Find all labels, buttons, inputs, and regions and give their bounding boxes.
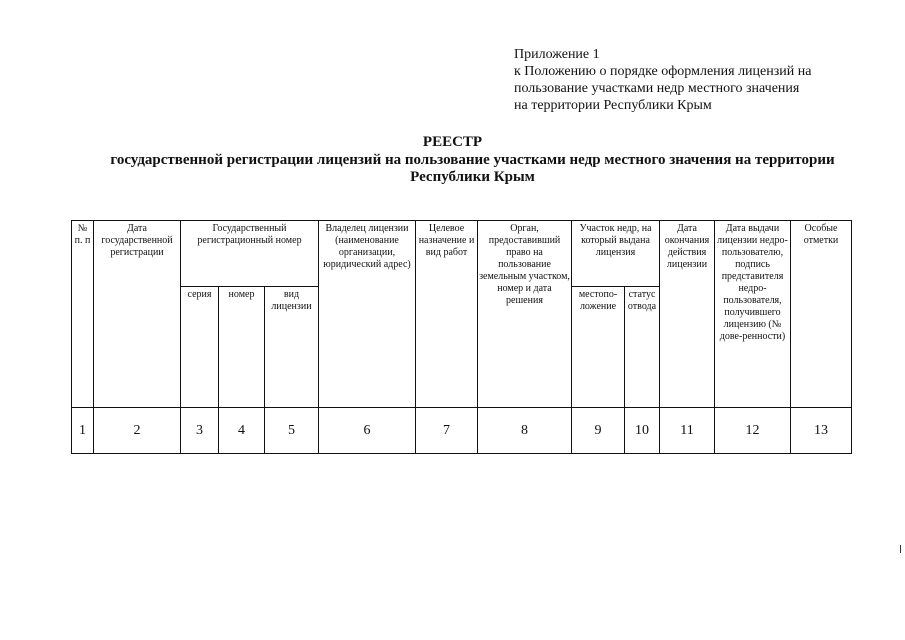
header-date-registration: Дата государственной регистрации	[94, 221, 181, 408]
header-series: серия	[181, 287, 219, 408]
appendix-line-3: пользование участками недр местного значения	[514, 81, 800, 96]
header-state-number: Государственный регистрационный номер	[181, 221, 319, 287]
header-authority: Орган, предоставивший право на пользование земельным участком, номер и дата решения	[478, 221, 572, 408]
header-issue-date: Дата выдачи лицензии недро-пользователю, подпись представителя недро-пользователя, получившего лицензию (№ дове-ренности)	[715, 221, 791, 408]
column-number-cell: 9	[572, 408, 625, 454]
header-purpose: Целевое назначение и вид работ	[416, 221, 478, 408]
appendix-block	[514, 46, 811, 114]
header-expiry: Дата окончания действия лицензии	[660, 221, 715, 408]
document-title: РЕЕСТР	[422, 134, 483, 150]
header-location: местопо-ложение	[572, 287, 625, 408]
header-plot: Участок недр, на который выдана лицензия	[572, 221, 660, 287]
header-notes: Особые отметки	[791, 221, 852, 408]
document-subtitle-line-1: государственной регистрации лицензий на пользование участками недр местного значения на территории	[110, 152, 835, 168]
column-number-cell: 4	[219, 408, 265, 454]
header-license-type: вид лицензии	[265, 287, 319, 408]
column-number-cell: 8	[478, 408, 572, 454]
column-number-cell: 12	[715, 408, 791, 454]
header-status: статус отвода	[625, 287, 660, 408]
column-number-cell: 2	[94, 408, 181, 454]
column-number-cell: 3	[181, 408, 219, 454]
appendix-line-2: к Положению о порядке оформления лицензий на	[514, 64, 812, 79]
column-number-cell: 7	[416, 408, 478, 454]
column-number-cell: 13	[791, 408, 852, 454]
column-number-cell: 10	[625, 408, 660, 454]
column-number-cell: 5	[265, 408, 319, 454]
header-owner: Владелец лицензии (наименование организации, юридический адрес)	[319, 221, 416, 408]
registry-table	[71, 220, 852, 454]
scan-artifact-mark	[900, 545, 901, 553]
appendix-line-4: на территории Республики Крым	[514, 98, 712, 113]
header-number: номер	[219, 287, 265, 408]
header-num: № п. п	[72, 221, 94, 408]
appendix-line-1: Приложение 1	[514, 47, 600, 62]
column-number-cell: 11	[660, 408, 715, 454]
column-number-cell: 6	[319, 408, 416, 454]
column-number-cell: 1	[72, 408, 94, 454]
document-subtitle-line-2: Республики Крым	[410, 169, 535, 185]
